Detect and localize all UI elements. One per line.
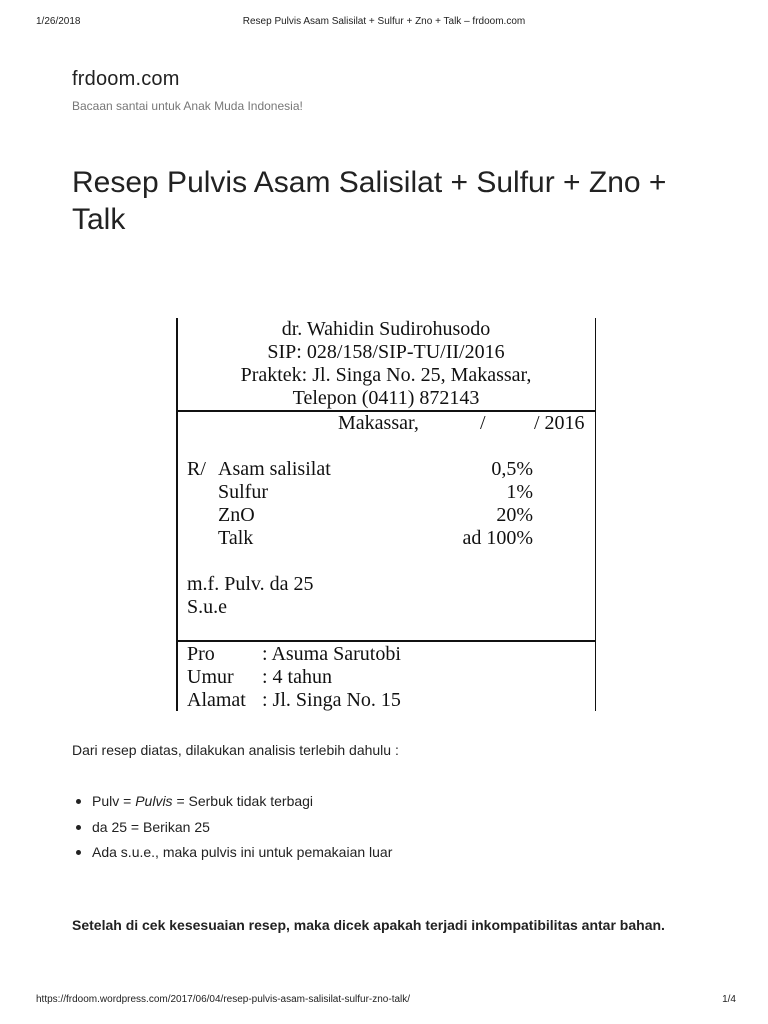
prescription-date-year: / 2016 (534, 412, 585, 434)
patient-label: Pro (187, 643, 215, 665)
list-item (72, 791, 392, 817)
prescription-doctor: dr. Wahidin Sudirohusodo (281, 318, 491, 340)
patient-label: Alamat (187, 689, 246, 711)
patient-label: Umur (187, 666, 234, 688)
prescription-divider-patient (176, 640, 596, 642)
prescription-r-symbol: R/ (187, 458, 206, 480)
article-title: Resep Pulvis Asam Salisilat + Sulfur + Zno + Talk (72, 166, 667, 236)
print-page-title: Resep Pulvis Asam Salisilat + Sulfur + Zno + Talk – frdoom.com (242, 16, 526, 27)
prescription-instruction-compounding: m.f. Pulv. da 25 (187, 573, 314, 595)
ingredient-name: Sulfur (218, 481, 268, 503)
print-date: 1/26/2018 (36, 16, 81, 27)
ingredient-amount: 20% (496, 504, 533, 526)
patient-value: : 4 tahun (262, 666, 332, 688)
analysis-intro: Dari resep diatas, dilakukan analisis terlebih dahulu : (72, 742, 399, 758)
prescription-phone: Telepon (0411) 872143 (292, 387, 480, 409)
bullet-icon (76, 850, 81, 855)
list-item (72, 817, 392, 843)
list-item-text: Pulv = (92, 793, 136, 809)
prescription-image (176, 318, 596, 711)
site-tagline: Bacaan santai untuk Anak Muda Indonesia! (72, 99, 303, 113)
patient-value: : Asuma Sarutobi (262, 643, 401, 665)
print-url: https://frdoom.wordpress.com/2017/06/04/resep-pulvis-asam-salisilat-sulfur-zno-talk/ (36, 994, 411, 1005)
ingredient-amount: ad 100% (462, 527, 533, 549)
bullet-icon (76, 799, 81, 804)
print-header (0, 16, 768, 32)
list-item-text-suffix: = Serbuk tidak terbagi (172, 793, 314, 809)
ingredient-name: Talk (218, 527, 254, 549)
analysis-list (72, 791, 392, 868)
conclusion-paragraph: Setelah di cek kesesuaian resep, maka dicek apakah terjadi inkompatibilitas antar bahan. (72, 917, 665, 933)
ingredient-amount: 1% (506, 481, 533, 503)
ingredient-name: ZnO (218, 504, 255, 526)
print-page-number: 1/4 (722, 994, 736, 1005)
prescription-date-sep: / (480, 412, 486, 434)
prescription-practice: Praktek: Jl. Singa No. 25, Makassar, (240, 364, 532, 386)
list-item-text: da 25 = Berikan 25 (92, 818, 210, 835)
prescription-instruction-usage: S.u.e (187, 596, 227, 618)
site-title[interactable]: frdoom.com (72, 68, 180, 90)
list-item-emphasis: Pulvis (135, 793, 173, 809)
bullet-icon (76, 825, 81, 830)
prescription-sip: SIP: 028/158/SIP-TU/II/2016 (267, 341, 505, 363)
ingredient-name: Asam salisilat (218, 458, 331, 480)
print-footer (0, 994, 768, 1010)
list-item (72, 842, 392, 868)
list-item-text: Ada s.u.e., maka pulvis ini untuk pemakaian luar (92, 844, 393, 860)
patient-value: : Jl. Singa No. 15 (262, 689, 401, 711)
ingredient-amount: 0,5% (491, 458, 533, 480)
prescription-city: Makassar, (338, 412, 419, 434)
